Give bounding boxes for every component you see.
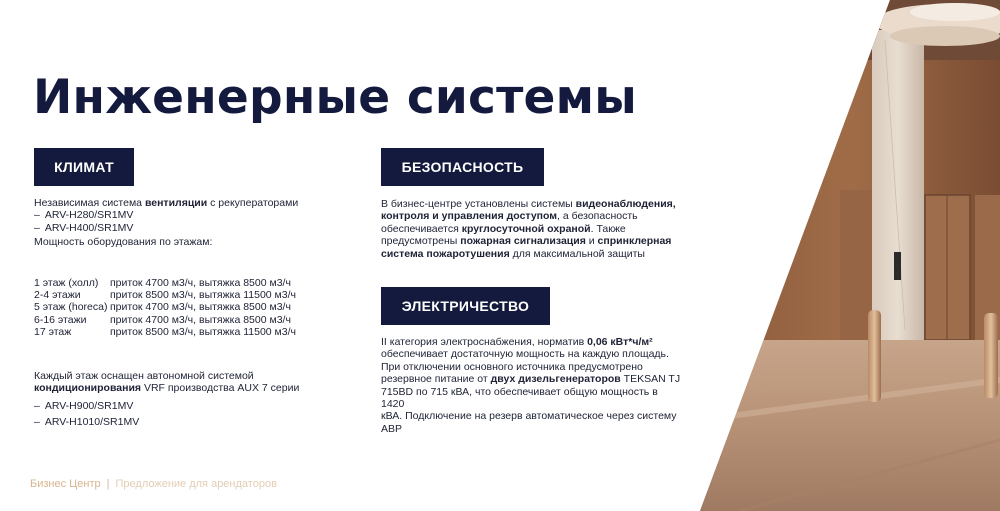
table-row: 17 этаж приток 8500 м3/ч, вытяжка 11500 м3/ч bbox=[34, 325, 296, 338]
electricity-header: ЭЛЕКТРИЧЕСТВО bbox=[381, 287, 550, 325]
electricity-text: II категория электроснабжения, норматив 0,06 кВт*ч/м² обеспечивает достаточную мощность на каждую площадь. При отключении основного источника предусмотрено резервное питание от двух дизельгенераторов TEKSAN TJ 715BD по 715 кВА, что обеспечивает общую мощность в 1420 кВА. Подключение на резерв автоматическое через систему АВР bbox=[381, 336, 681, 435]
floors-table bbox=[34, 277, 296, 338]
list-item: – ARV-H900/SR1MV bbox=[34, 399, 134, 412]
footer-separator: | bbox=[106, 478, 110, 490]
climate-header: КЛИМАТ bbox=[34, 148, 134, 186]
footer-brand: Бизнес Центр bbox=[30, 478, 101, 490]
security-header: БЕЗОПАСНОСТЬ bbox=[381, 148, 544, 186]
list-item: – ARV-H280/SR1MV bbox=[34, 209, 134, 222]
table-row: 2-4 этажи приток 8500 м3/ч, вытяжка 11500 м3/ч bbox=[34, 289, 296, 302]
list-item: – ARV-H1010/SR1MV bbox=[34, 416, 140, 429]
list-item: – ARV-H400/SR1MV bbox=[34, 221, 134, 234]
ventilation-intro: Независимая система вентиляции с рекуператорами bbox=[34, 197, 299, 209]
climate-ac-block bbox=[34, 370, 334, 429]
table-row: 5 этаж (horeca) приток 4700 м3/ч, вытяжка 8500 м3/ч bbox=[34, 301, 291, 314]
ac-line: Каждый этаж оснащен автономной системой bbox=[34, 370, 254, 382]
table-row: 1 этаж (холл) приток 4700 м3/ч, вытяжка 8500 м3/ч bbox=[34, 277, 291, 289]
footer-subtitle: Предложение для арендаторов bbox=[115, 478, 277, 490]
table-row: 6-16 этажи приток 4700 м3/ч, вытяжка 8500 м3/ч bbox=[34, 313, 291, 326]
lobby-photo bbox=[700, 0, 1000, 511]
footer bbox=[30, 478, 277, 490]
climate-ventilation-block bbox=[34, 197, 334, 249]
power-label: Мощность оборудования по этажам: bbox=[34, 236, 213, 249]
ac-line: кондиционирования VRF производства AUX 7 серии bbox=[34, 382, 300, 395]
page-title: Инженерные системы bbox=[33, 70, 637, 125]
security-text: В бизнес-центре установлены системы видеонаблюдения, контроля и управления доступом, а безопасность обеспечивается круглосуточной охраной. Также предусмотрены пожарная сигнализация и спринклерная система пожаротушения для максимальной защиты bbox=[381, 198, 676, 260]
